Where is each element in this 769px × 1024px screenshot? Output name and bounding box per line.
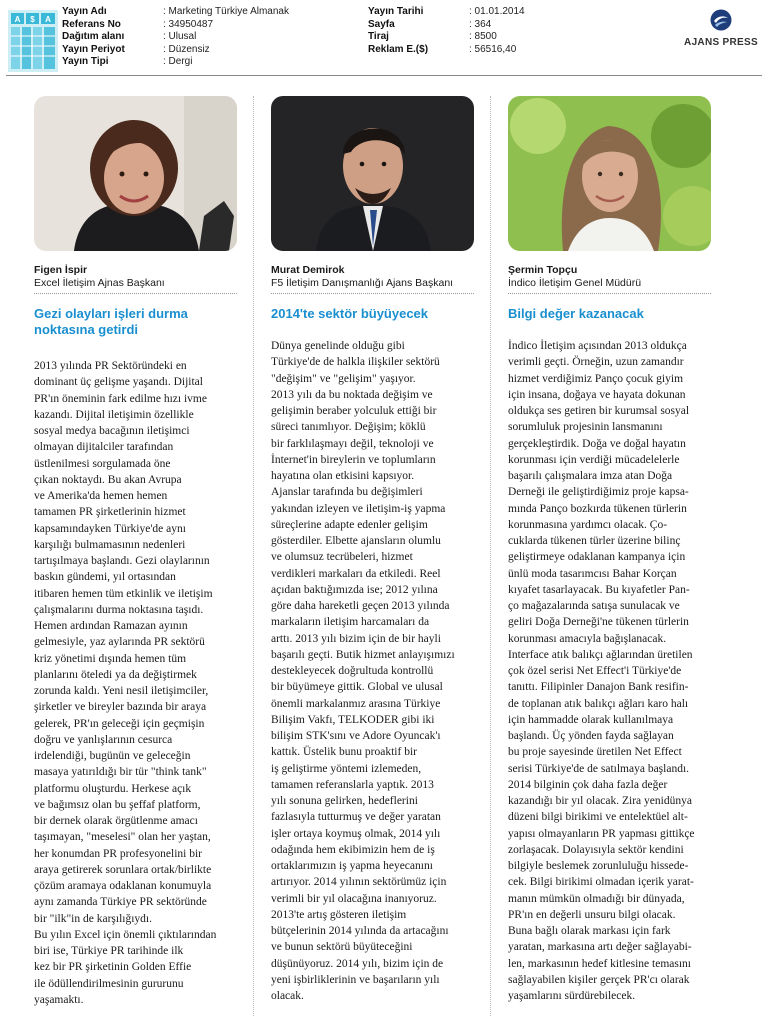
body-text-line: süreci tanımlıyor. Değişim; köklü (271, 421, 426, 434)
field-row (368, 44, 525, 57)
body-text-line: Ajanslar tarafında bu değişimleri (271, 486, 423, 499)
field-value: : 8500 (469, 31, 497, 43)
body-text-line: geliştirmeye odaklanan kampanya için (508, 551, 686, 564)
body-text-line: için insana, doğaya ve hayata dokunan (508, 388, 686, 401)
body-text-line: yaşamlarını sürdürebilecek. (508, 990, 636, 1002)
field-label: Yayın Tipi (62, 56, 109, 68)
body-text-line: Derneği ile geliştirdiğimiz proje kapsa- (508, 486, 689, 499)
body-text-line: korunmasına yardımcı olacak. Ço- (508, 518, 668, 531)
body-text-line: başarılı çalışmalara imza atan Doğa (508, 470, 673, 482)
field-row (62, 6, 289, 19)
dotted-divider (34, 293, 237, 294)
body-text-line: hizmet verdiğimiz Panço çocuk giyim (508, 372, 684, 385)
field-row (62, 44, 289, 57)
field-label: Sayfa (368, 18, 395, 30)
body-text-line: tartışılmaya başlandı. Gezi olaylarının (34, 555, 210, 567)
ajans-press-brand (680, 8, 762, 48)
body-text-line: verimli bir yıl olacağına inanıyoruz. (271, 892, 437, 905)
body-text-line: destekleyecek doğrultuda kontrollü (271, 665, 434, 677)
body-text-line: tamamen referanslarla yaptık. 2013 (271, 778, 434, 791)
body-text-line: ve bağımsız olan bu şeffaf platform, (34, 798, 201, 811)
body-text-line: yapısı olmayanların PR yapması gittikçe (508, 827, 695, 840)
body-text-line: bütçelerinin 2014 yılında da artacağını (271, 925, 449, 937)
body-text-line: kriz yönetimi dışında hemen tüm (34, 652, 187, 665)
person-name: Figen İspir (34, 264, 88, 276)
body-text-line: çok özel serisi Net Effect'i Türkiye'de (508, 665, 682, 677)
body-text-line: ortaklarımızın iş yapma heyecanını (271, 860, 433, 872)
body-text-line: verdikleri markaları da etkiledi. Reel (271, 567, 441, 580)
body-text-line: her konumdan PR profesyonelini bir (34, 847, 203, 860)
body-text-line: ve olumsuz tecrübeleri, hizmet (271, 551, 413, 564)
body-text-line: artırıyor. 2014 yılının sektörümüz için (271, 876, 447, 889)
body-text-line: fazlasıyla tutturmuş ve değer yaratan (271, 811, 441, 824)
body-text-line: gelerek, PR'ın geleceği için geçmişin (34, 717, 205, 730)
body-text-line: masaya yatırıldığı bir tür "think tank" (34, 766, 207, 779)
body-text-line: baskın gündemi, yıl ortasından (34, 571, 176, 584)
body-text-line: işler ortaya koymuş olmak, 2014 yılı (271, 827, 441, 840)
field-row (368, 19, 525, 32)
svg-text:A: A (45, 15, 51, 24)
field-value: : Marketing Türkiye Almanak (163, 6, 289, 17)
body-text-line: cek. Bilgi birikimi olmadan içerik yarat- (508, 876, 694, 889)
field-label: Dağıtım alanı (62, 31, 125, 43)
brand-name: AJANS PRESS (684, 37, 758, 48)
body-text-line: kazandı. Dijital iletişimin özellikle (34, 408, 194, 421)
body-text-line: düzeni bilgi birikimi ve entelektüel alt- (508, 811, 688, 824)
field-value: : Düzensiz (163, 43, 210, 55)
article-headline (508, 306, 730, 322)
ajans-press-globe-icon (709, 8, 733, 32)
portrait-photo (34, 96, 237, 251)
body-text-line: bir farklılaşmayı değil, teknoloji ve (271, 437, 434, 450)
field-value: : 01.01.2014 (469, 6, 525, 17)
body-text-line: başarılı geçti. Butik hizmet anlayışımızı (271, 648, 455, 661)
body-text-line: PR'ın öneminin fark edilme hızı ivme (34, 392, 207, 405)
headline-line: Gezi olayları işleri durma (34, 306, 188, 321)
person-role: F5 İletişim Danışmanlığı Ajans Başkanı (271, 277, 454, 289)
body-text-line: ço mağazalarında satışa sunulacak ve (508, 600, 680, 612)
body-text-line: 2014 bilginin çok daha fazla değer (508, 778, 668, 791)
svg-text:A: A (14, 15, 21, 24)
header-divider (6, 75, 762, 76)
body-text-line: korunması amacıyla bağışlanacak. (508, 632, 667, 645)
body-text-line: markaların iletişim harcamaları da (271, 616, 430, 629)
body-text-line: manın mümkün olmadığı bir dünyada, (508, 892, 685, 905)
body-text-line: bir büyümeye gittik. Global ve ulusal (271, 681, 443, 694)
body-text-line: yaşamaktı. (34, 993, 84, 1006)
body-text-line: süreçlerine adapte edenler gelişim (271, 518, 428, 531)
body-text-line: tamamen PR şirketlerinin hizmet (34, 506, 186, 519)
body-text-line: serisi Türkiye'de de satılmaya başlandı. (508, 762, 690, 775)
svg-text:$: $ (30, 15, 35, 24)
field-value: : 34950487 (163, 18, 214, 30)
portrait-photo (271, 96, 474, 251)
body-text-line: itibaren hemen tüm etkinlik ve iletişim (34, 587, 213, 600)
field-row (62, 19, 289, 32)
article-body (34, 358, 256, 1008)
body-text-line: gösterdiler. Elbette ajansların olumlu (271, 535, 441, 547)
field-label: Reklam E.($) (368, 43, 429, 55)
body-text-line: İndico İletişim açısından 2013 oldukça (508, 340, 687, 352)
field-label: Yayın Adı (62, 6, 107, 17)
body-text-line: Hemen ardından Ramazan ayının (34, 620, 188, 632)
dotted-divider (508, 293, 711, 294)
dotted-divider (271, 293, 474, 294)
body-text-line: için hammadde olarak kullanılmaya (508, 713, 674, 726)
field-row (62, 56, 289, 69)
body-text-line: zorunda kaldı. Yeni nesil iletişimciler, (34, 685, 209, 697)
body-text-line: geliri Doğa Derneği'ne tükenen türlerin (508, 616, 689, 629)
body-text-line: PR'ın en değerli unsuru bilgi olacak. (508, 908, 676, 921)
body-text-line: kattık. Üstelik bunu proaktif bir (271, 746, 417, 759)
body-text-line: dominant üç gelişme yaşandı. Dijital (34, 376, 203, 389)
body-text-line: kez bir PR şirketinin Golden Effie (34, 961, 192, 974)
body-text-line: irdelendiği, bugünün ve geleceğin (34, 750, 191, 762)
body-text-line: bilgiyle beslemek zorunluluğu hissede- (508, 860, 689, 872)
person-name: Murat Demirok (271, 264, 345, 276)
body-text-line: taşımayan, "meselesi" olan her yaştan, (34, 831, 211, 844)
body-text-line: yeni işbirliklerinin ve başarıların yılı (271, 973, 440, 986)
body-text-line: de toplanan atık balıkçı ağları karo halı (508, 697, 689, 710)
publication-info-right (368, 6, 525, 56)
body-text-line: Interface atık balıkçı ağlarından üretilen (508, 648, 693, 661)
body-text-line: gelişimin beraber yolculuk ettiği bir (271, 405, 437, 417)
body-text-line: bu proje sayesinde üretilen Net Effect (508, 746, 682, 759)
body-text-line: "değişim" ve "gelişim" yaşıyor. (271, 372, 416, 385)
body-text-line: göre daha hareketli geçen 2013 yılında (271, 600, 450, 612)
body-text-line: bir "ilk"in de karşılığıydı. (34, 912, 152, 925)
article-headline (34, 306, 256, 338)
person-role: Excel İletişim Ajnas Başkanı (34, 277, 165, 289)
body-text-line: doğru ve yanlışlarının cesurca (34, 733, 173, 746)
person-role: İndico İletişim Genel Müdürü (508, 277, 642, 289)
article-body (271, 338, 493, 1004)
portrait-photo (508, 96, 711, 251)
headline-line: Bilgi değer kazanacak (508, 306, 644, 321)
body-text-line: açıdan baktığımızda ise; 2012 yılına (271, 583, 438, 596)
interview-column-2 (271, 96, 493, 1004)
body-text-line: ile ödüllendirilmesinin gururunu (34, 977, 184, 990)
interview-column-1 (34, 96, 256, 1008)
body-text-line: düşünüyoruz. 2014 yılı, bizim için de (271, 957, 444, 970)
body-text-line: ve bunun sektörü büyüteceğini (271, 941, 413, 954)
body-text-line: ünlü moda tasarımcısı Bahar Korçan (508, 567, 677, 580)
field-value: : 56516,40 (469, 43, 517, 55)
body-text-line: sosyal medya bacağının iletişimci (34, 425, 190, 437)
body-text-line: Buna bağlı olarak markası için fark (508, 925, 671, 937)
body-text-line: şirketler ve bireyler bazında bir araya (34, 701, 207, 714)
field-row (368, 6, 525, 19)
body-text-line: cuklarda tükenen türler üzerine bilinç (508, 535, 681, 547)
body-text-line: sağlayabilen kişiler gerçek PR'cı olarak (508, 973, 690, 986)
field-row (62, 31, 289, 44)
body-text-line: 2013'te artış gösteren iletişim (271, 908, 407, 921)
body-text-line: biri ise, Türkiye PR tarihinde ilk (34, 945, 184, 957)
body-text-line: üstlenilmesi sorgulamada öne (34, 457, 171, 470)
body-text-line: önemli markalanmız arasına Türkiye (271, 697, 441, 710)
body-text-line: yılı sonuna gelirken, hedeflerini (271, 795, 418, 807)
body-text-line: verimli geçti. Örneğin, uzun zamandır (508, 356, 684, 369)
field-value: : Ulusal (163, 31, 197, 43)
body-text-line: aynı zamanda Türkiye PR sektöründe (34, 896, 207, 909)
body-text-line: ve Amerika'da hemen hemen (34, 490, 168, 502)
body-text-line: Dünya genelinde olduğu gibi (271, 340, 405, 352)
body-text-line: odağında hem ekibimizin hem de iş (271, 843, 435, 856)
body-text-line: 2013 yılı da bu noktada değişim ve (271, 388, 433, 401)
body-text-line: karşılığı bulmamasının nedenleri (34, 538, 186, 551)
field-label: Yayın Tarihi (368, 6, 424, 17)
body-text-line: gelmesiyle, yaz aylarında PR sektörü (34, 636, 205, 649)
body-text-line: planlarını öteledi ya da değiştirmek (34, 668, 197, 681)
article-headline (271, 306, 493, 322)
body-text-line: Bilişim Vakfı, TELKODER gibi iki (271, 713, 435, 726)
field-row (368, 31, 525, 44)
body-text-line: oldukça ses getiren bir kurumsal sosyal (508, 405, 690, 417)
article-body (508, 338, 730, 1004)
body-text-line: çözüm aramaya odaklanan konumuyla (34, 880, 212, 892)
body-text-line: kazandığı bir yıl olacak. Zira yenidünya (508, 795, 692, 807)
field-label: Yayın Periyot (62, 43, 125, 55)
body-text-line: mında Panço bozkırda tükenen türlerin (508, 502, 687, 515)
headline-line: 2014'te sektör büyüyecek (271, 306, 429, 321)
body-text-line: Bu yılın Excel için önemli çıktılarından (34, 928, 217, 941)
field-value: : 364 (469, 18, 492, 30)
body-text-line: çalışmalarını durma noktasına taşıdı. (34, 603, 204, 616)
field-label: Referans No (62, 18, 121, 30)
body-text-line: gerçekleştirdik. Doğa ve doğal hayatın (508, 437, 686, 450)
person-name: Şermin Topçu (508, 264, 578, 276)
clipping-header (0, 0, 769, 78)
body-text-line: çıkan noktaydı. Bu akan Avrupa (34, 473, 182, 486)
field-value: : Dergi (163, 56, 193, 68)
body-text-line: bilişim STK'sını ve Adore Oyuncak'ı (271, 730, 441, 742)
body-text-line: arttı. 2013 yılı bizim için de bir hayli (271, 632, 441, 645)
body-text-line: platformu oluşturdu. Herkese açık (34, 782, 192, 795)
body-text-line: yaratan, markasına artı değer sağlayabi- (508, 941, 692, 954)
body-text-line: olmayan dijitalciler tarafından (34, 441, 174, 454)
body-text-line: kapsamındayken Türkiye'de aynı (34, 522, 186, 535)
body-text-line: olacak. (271, 990, 304, 1002)
body-text-line: Türkiye'de de halkla ilişkiler sektörü (271, 356, 440, 369)
headline-line: noktasına getirdi (34, 322, 139, 337)
body-text-line: bir dernek olarak örgütlenme amacı (34, 815, 198, 827)
body-text-line: hayatına olan etkisini kapsıyor. (271, 470, 415, 482)
body-text-line: iş geliştirme yöntemi izlemeden, (271, 762, 422, 775)
interview-column-3 (508, 96, 730, 1004)
body-text-line: tanıttı. Filipinler Danajon Bank resifin- (508, 681, 689, 694)
clipping-service-logo (8, 10, 58, 72)
field-label: Tiraj (368, 31, 389, 43)
body-text-line: İnternet'in bireylerin ve toplumların (271, 453, 436, 466)
body-text-line: 2013 yılında PR Sektöründeki en (34, 360, 187, 372)
body-text-line: yakından izleyen ve iletişim-iş yapma (271, 502, 446, 515)
body-text-line: zorlaşacak. Dolayısıyla sektör kendini (508, 843, 684, 856)
body-text-line: başlandı. Üç yönden fayda sağlayan (508, 730, 674, 742)
publication-info-left (62, 6, 289, 69)
body-text-line: sorumluluk projesinin lansmanını (508, 421, 663, 434)
body-text-line: korunması için verdiği mücadelelerle (508, 453, 680, 466)
body-text-line: len, markasının hedef kitlesine temasını (508, 957, 691, 970)
body-text-line: araya getirerek sorunlara ortak/birlikte (34, 863, 212, 876)
body-text-line: kıyafet tasarlayacak. Bu kıyafetler Pan- (508, 583, 690, 596)
